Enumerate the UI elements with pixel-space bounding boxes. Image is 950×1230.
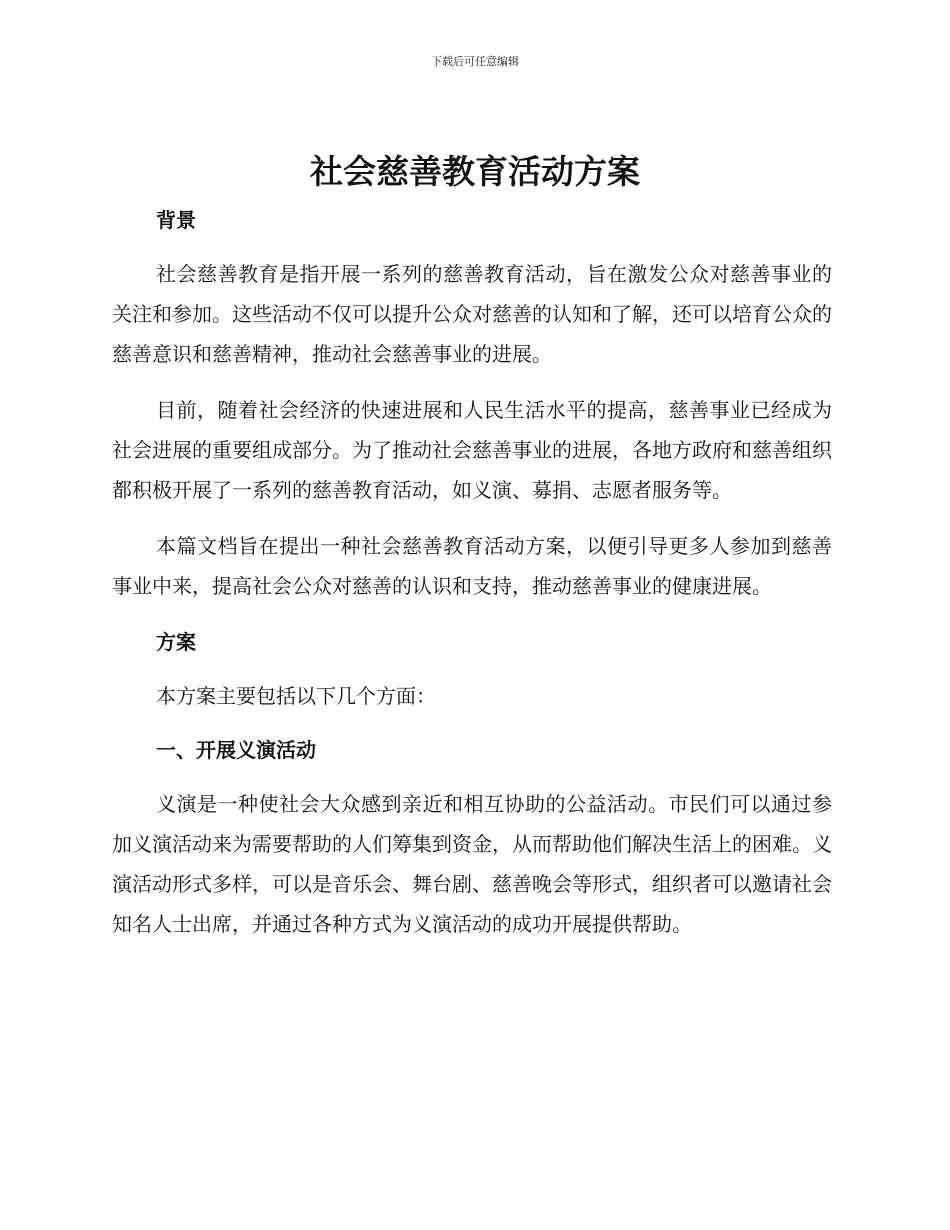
document-title: 社会慈善教育活动方案 xyxy=(310,152,640,191)
spacer xyxy=(112,374,832,390)
spacer xyxy=(112,662,832,676)
spacer xyxy=(112,770,832,784)
paragraph-background-1: 社会慈善教育是指开展一系列的慈善教育活动，旨在激发公众对慈善事业的关注和参加。这些活动不仅可以提升公众对慈善的认知和了解，还可以培育公众的慈善意识和慈善精神，推动社会慈善事业的进展。 xyxy=(112,262,832,366)
spacer xyxy=(112,716,832,730)
paragraph-background-3: 本篇文档旨在提出一种社会慈善教育活动方案，以便引导更多人参加到慈善事业中来，提高社会公众对慈善的认识和支持，推动慈善事业的健康进展。 xyxy=(112,534,832,598)
spacer xyxy=(112,510,832,526)
section-heading-plan: 方案 xyxy=(156,630,196,654)
spacer xyxy=(112,606,832,622)
spacer xyxy=(112,240,832,254)
paragraph-item-1: 义演是一种使社会大众感到亲近和相互协助的公益活动。市民们可以通过参加义演活动来为需要帮助的人们筹集到资金，从而帮助他们解决生活上的困难。义演活动形式多样，可以是音乐会、舞台剧、慈善晚会等形式，组织者可以邀请社会知名人士出席，并通过各种方式为义演活动的成功开展提供帮助。 xyxy=(112,792,832,936)
section-heading-item-1: 一、开展义演活动 xyxy=(156,738,316,762)
header-note: 下载后可任意编辑 xyxy=(431,55,519,68)
section-heading-background: 背景 xyxy=(156,208,196,232)
paragraph-background-2: 目前，随着社会经济的快速进展和人民生活水平的提高，慈善事业已经成为社会进展的重要组成部分。为了推动社会慈善事业的进展，各地方政府和慈善组织都积极开展了一系列的慈善教育活动，如义演、募捐、志愿者服务等。 xyxy=(112,398,832,502)
paragraph-plan-intro: 本方案主要包括以下几个方面： xyxy=(156,684,436,708)
document-body xyxy=(112,200,832,944)
